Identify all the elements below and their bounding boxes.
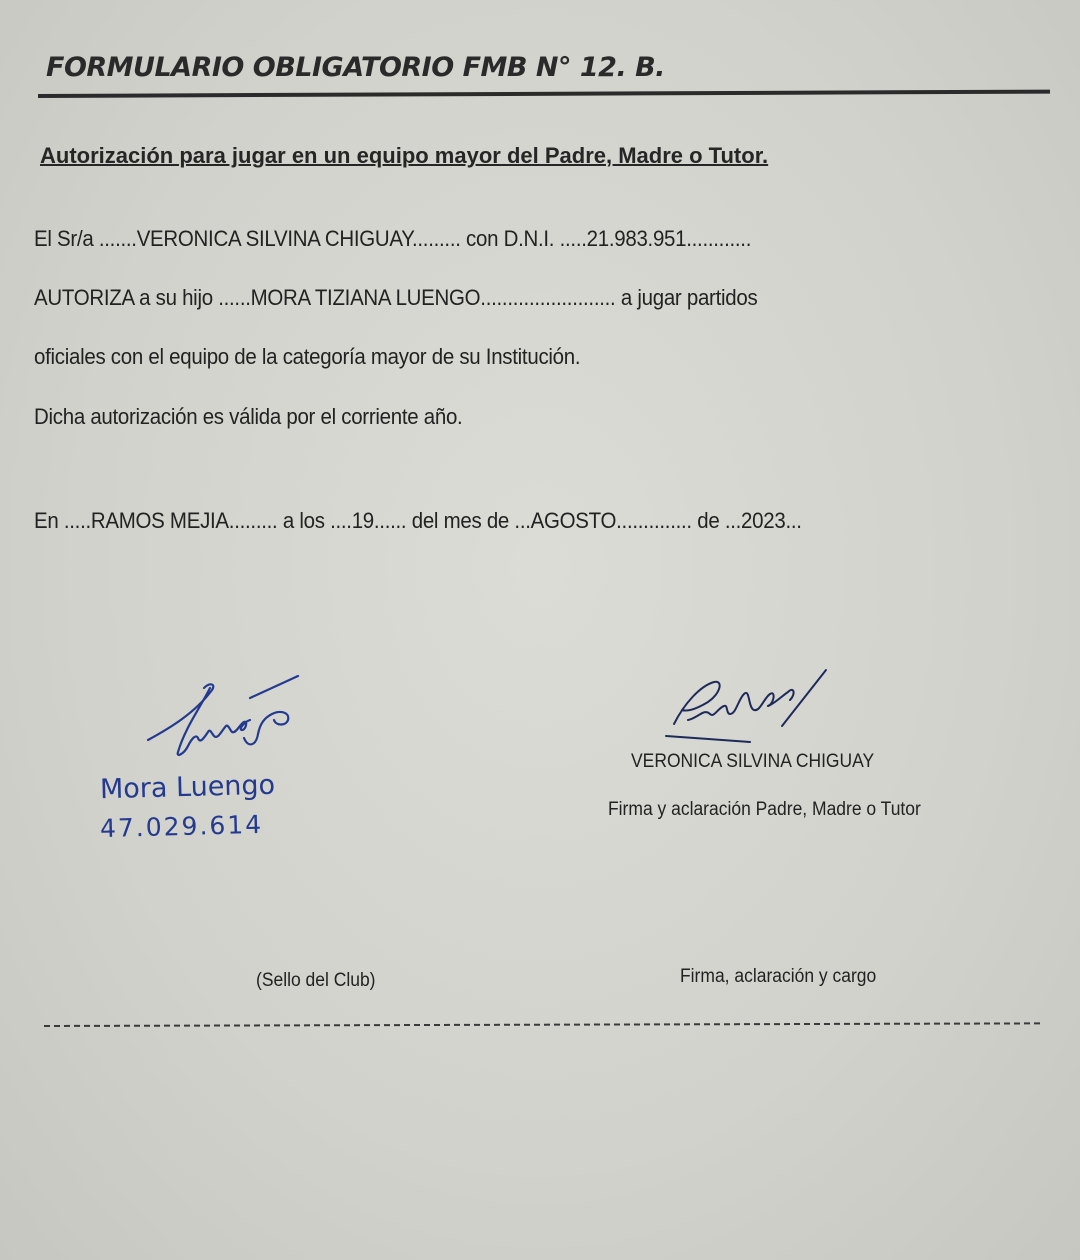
authorization-line: AUTORIZA a su hijo ......MORA TIZIANA LUENGO......................... a jugar partidos — [34, 285, 758, 310]
club-signature-label: Firma, aclaración y cargo — [680, 966, 877, 987]
club-seal-label: (Sello del Club) — [256, 970, 376, 991]
authorizer-line: El Sr/a .......VERONICA SILVINA CHIGUAY......... con D.N.I. .....21.983.951............ — [34, 226, 752, 251]
form-subtitle: Autorización para jugar en un equipo mayor del Padre, Madre o Tutor. — [40, 143, 769, 168]
authorization-scope-line: oficiales con el equipo de la categoría mayor de su Institución. — [34, 344, 581, 369]
parent-signature-caption: Firma y aclaración Padre, Madre o Tutor — [608, 799, 921, 820]
parent-name: VERONICA SILVINA CHIGUAY — [631, 751, 875, 772]
validity-line: Dicha autorización es válida por el corriente año. — [34, 404, 463, 429]
parent-signature — [664, 664, 844, 764]
bottom-cut-line — [44, 1022, 1040, 1027]
title-rule — [38, 90, 1050, 98]
place-date-line: En .....RAMOS MEJIA......... a los ....19...... del mes de ...AGOSTO.............. de ...2023... — [34, 508, 802, 533]
player-handwritten-dni: 47.029.614 — [99, 809, 264, 844]
player-signature — [140, 668, 310, 768]
player-handwritten-name: Mora Luengo — [99, 769, 276, 806]
form-title: FORMULARIO OBLIGATORIO FMB N° 12. B. — [46, 52, 665, 83]
